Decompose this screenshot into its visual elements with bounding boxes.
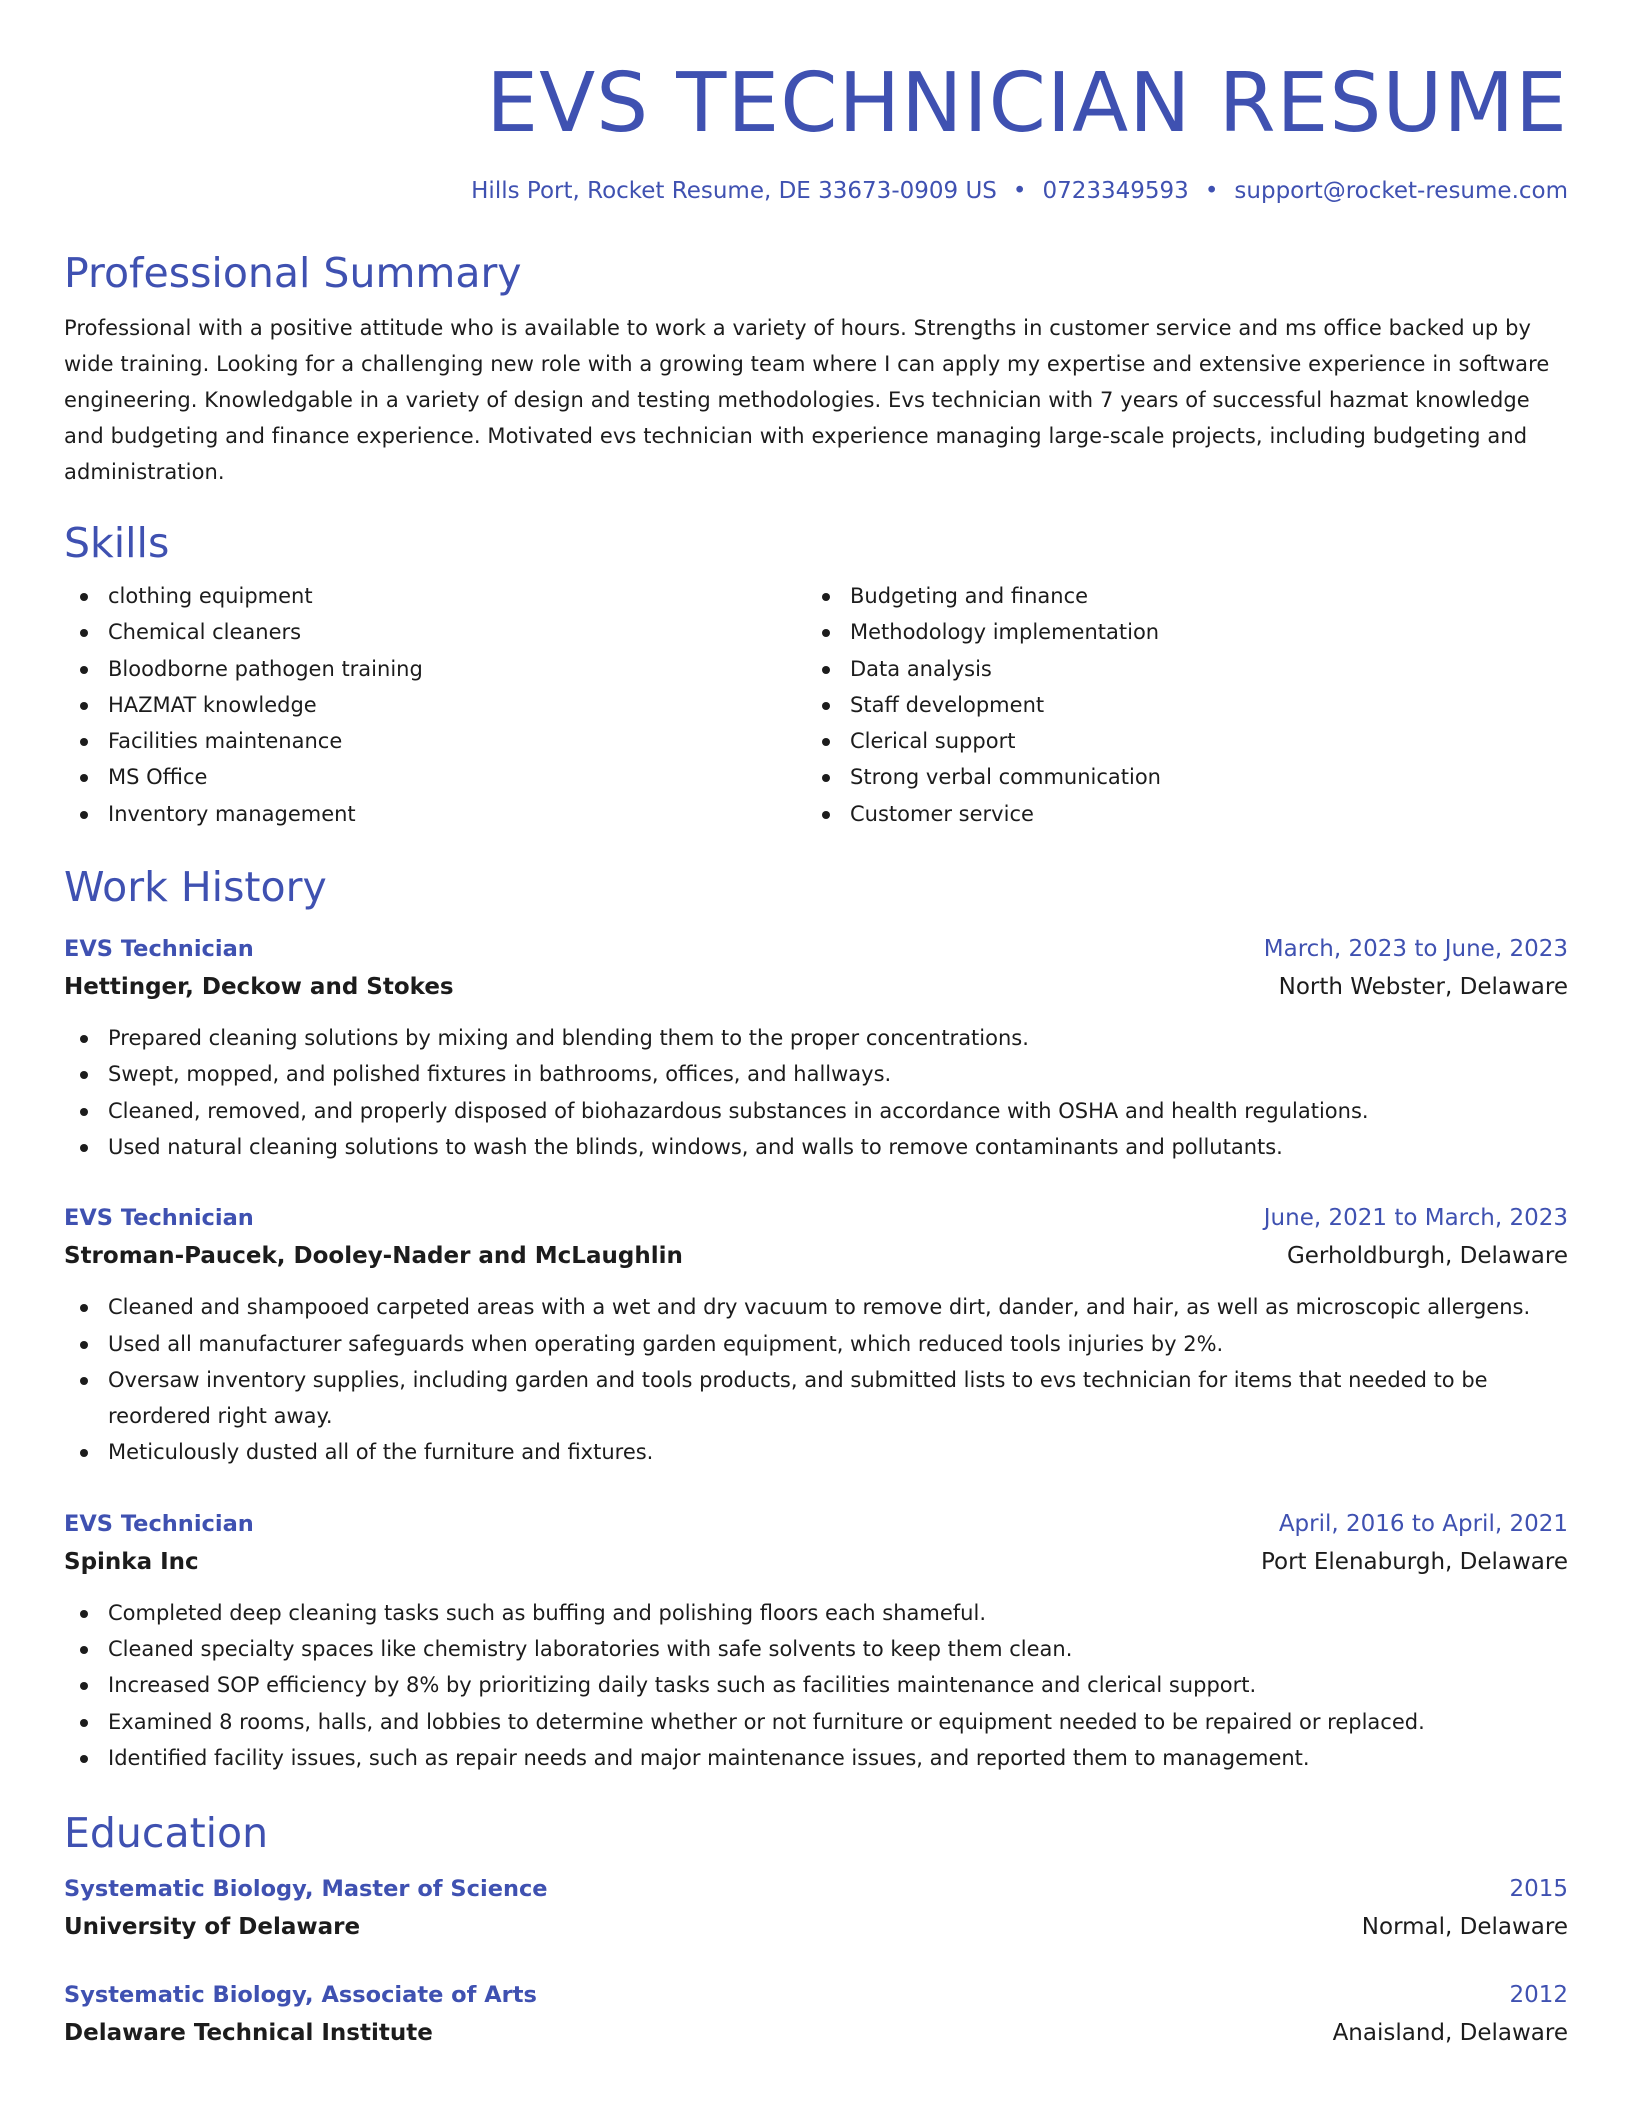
job-entry — [64, 1505, 1568, 1776]
education-school: Delaware Technical Institute — [64, 2020, 433, 2047]
contact-phone: 0723349593 — [1042, 178, 1189, 204]
education-degree: Systematic Biology, Associate of Arts — [64, 1982, 537, 2009]
skill-item: MS Office — [64, 759, 806, 795]
skill-item: Inventory management — [64, 796, 806, 832]
skills-heading: Skills — [64, 519, 170, 567]
skill-item: Facilities maintenance — [64, 723, 806, 759]
job-dates: April, 2016 to April, 2021 — [1278, 1510, 1568, 1537]
job-bullet: Used all manufacturer safeguards when operating garden equipment, which reduced tools injuries by 2%. — [64, 1326, 1568, 1362]
skills-column-right — [806, 578, 1548, 832]
skill-item: Methodology implementation — [806, 614, 1548, 650]
job-entry — [64, 1199, 1568, 1470]
job-bullet: Oversaw inventory supplies, including garden and tools products, and submitted lists to evs technician for items that needed to be reordered right away. — [64, 1362, 1568, 1435]
job-location: Gerholdburgh, Delaware — [1286, 1243, 1568, 1270]
skill-item: Budgeting and finance — [806, 578, 1548, 614]
job-role: EVS Technician — [64, 936, 254, 963]
job-company: Spinka Inc — [64, 1548, 199, 1575]
job-bullets — [64, 1020, 1568, 1165]
education-year: 2015 — [1509, 1876, 1568, 1903]
education-location: Anaisland, Delaware — [1332, 2020, 1568, 2047]
summary-text: Professional with a positive attitude who is available to work a variety of hours. Strengths in customer service and ms office backed up by wide training. Looking for a challenging new role with a growing team where I can apply my expertise and extensive experience in software engineering. Knowledgable in a variety of design and testing methodologies. Evs technician with 7 years of successful hazmat knowledge and budgeting and finance experience. Motivated evs technician with experience managing large-scale projects, including budgeting and administration. — [64, 316, 1550, 484]
education-school: University of Delaware — [64, 1914, 361, 1941]
job-bullet: Completed deep cleaning tasks such as buffing and polishing floors each shameful. — [64, 1595, 1568, 1631]
job-bullet: Increased SOP efficiency by 8% by prioritizing daily tasks such as facilities maintenance and clerical support. — [64, 1667, 1568, 1703]
contact-email[interactable]: support@rocket-resume.com — [1234, 178, 1568, 204]
job-dates: June, 2021 to March, 2023 — [1263, 1205, 1568, 1232]
skill-item: Bloodborne pathogen training — [64, 651, 806, 687]
job-entry — [64, 930, 1568, 1165]
job-location: Port Elenaburgh, Delaware — [1260, 1548, 1568, 1575]
job-location: North Webster, Delaware — [1278, 974, 1568, 1001]
job-role: EVS Technician — [64, 1205, 254, 1232]
job-bullet: Cleaned and shampooed carpeted areas with a wet and dry vacuum to remove dirt, dander, and hair, as well as microscopic allergens. — [64, 1289, 1568, 1325]
contact-separator: • — [1204, 178, 1219, 204]
summary-heading: Professional Summary — [64, 249, 522, 297]
education-entry — [64, 1976, 1568, 2052]
skill-item: Chemical cleaners — [64, 614, 806, 650]
skill-item: Data analysis — [806, 651, 1548, 687]
job-company: Stroman-Paucek, Dooley-Nader and McLaughlin — [64, 1243, 683, 1270]
job-bullet: Meticulously dusted all of the furniture and fixtures. — [64, 1434, 1568, 1470]
job-company: Hettinger, Deckow and Stokes — [64, 974, 454, 1001]
job-bullets — [64, 1289, 1568, 1470]
work-history-heading: Work History — [64, 863, 327, 912]
job-bullet: Cleaned specialty spaces like chemistry laboratories with safe solvents to keep them clean. — [64, 1631, 1568, 1667]
job-bullet: Swept, mopped, and polished fixtures in bathrooms, offices, and hallways. — [64, 1056, 1568, 1092]
education-year: 2012 — [1509, 1982, 1568, 2009]
skill-item: Strong verbal communication — [806, 759, 1548, 795]
job-bullet: Cleaned, removed, and properly disposed of biohazardous substances in accordance with OSHA and health regulations. — [64, 1093, 1568, 1129]
job-dates: March, 2023 to June, 2023 — [1263, 936, 1568, 963]
contact-line — [64, 176, 1568, 206]
contact-separator: • — [1012, 178, 1027, 204]
contact-address: Hills Port, Rocket Resume, DE 33673-0909 US — [471, 178, 997, 204]
job-bullet: Examined 8 rooms, halls, and lobbies to determine whether or not furniture or equipment needed to be repaired or replaced. — [64, 1704, 1568, 1740]
education-degree: Systematic Biology, Master of Science — [64, 1876, 548, 1903]
skill-item: Clerical support — [806, 723, 1548, 759]
skill-item: Staff development — [806, 687, 1548, 723]
job-bullet: Identified facility issues, such as repair needs and major maintenance issues, and reported them to management. — [64, 1740, 1568, 1776]
job-bullets — [64, 1595, 1568, 1776]
job-bullet: Used natural cleaning solutions to wash the blinds, windows, and walls to remove contaminants and pollutants. — [64, 1129, 1568, 1165]
skills-column-left — [64, 578, 806, 832]
skill-item: HAZMAT knowledge — [64, 687, 806, 723]
skill-item: clothing equipment — [64, 578, 806, 614]
education-heading: Education — [64, 1809, 269, 1858]
job-bullet: Prepared cleaning solutions by mixing and blending them to the proper concentrations. — [64, 1020, 1568, 1056]
resume-title: EVS TECHNICIAN RESUME — [486, 56, 1568, 151]
skill-item: Customer service — [806, 796, 1548, 832]
education-location: Normal, Delaware — [1361, 1914, 1568, 1941]
job-role: EVS Technician — [64, 1510, 254, 1537]
skills-grid — [64, 578, 1568, 832]
education-entry — [64, 1870, 1568, 1946]
